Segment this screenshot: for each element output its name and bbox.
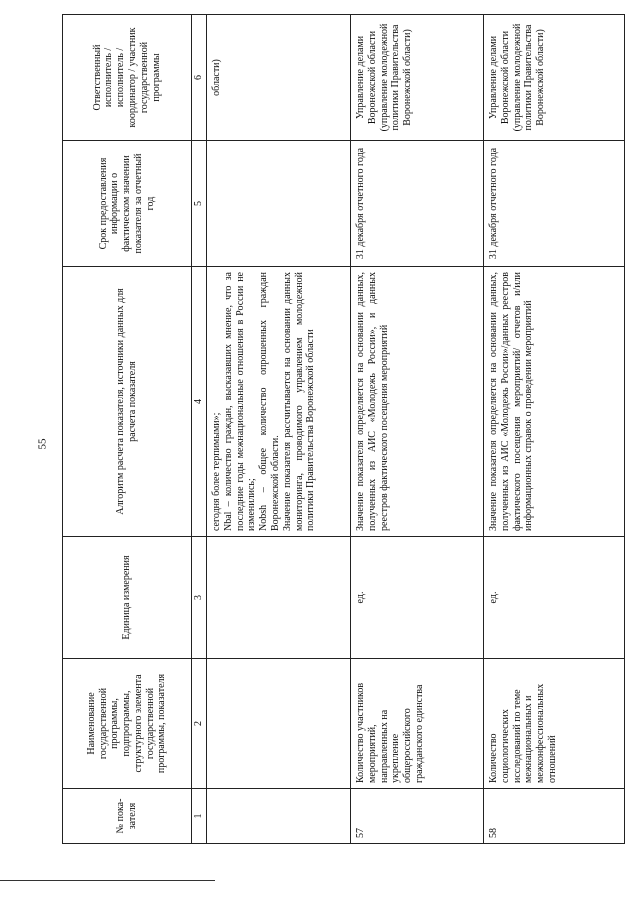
cell-name: Количество участников мероприятий, направленных на укрепление общероссийского гражданского единства xyxy=(351,659,484,789)
cell-deadline: 31 декабря отчетного года xyxy=(351,141,484,267)
header-deadline: Срок предоставления информации о фактическом значении показателя за отчетный год xyxy=(63,141,192,267)
cell-number: 58 xyxy=(484,789,625,844)
cell-responsible: Управление делами Воронежской области (управление молодежной политики Правительства Воронежской области) xyxy=(351,15,484,141)
cell-number xyxy=(207,789,351,844)
cell-name: Количество социологических исследований по теме межнациональных и межконфессиональных отношений xyxy=(484,659,625,789)
cell-deadline: 31 декабря отчетного года xyxy=(484,141,625,267)
algorithm-line: Значение показателя рассчитывается на основании данных мониторинга, проводимого управлением молодежной политики Правительства Воронежской области xyxy=(281,272,317,531)
algorithm-line: сегодня более терпимыми»; xyxy=(211,412,222,531)
header-unit: Единица измерения xyxy=(63,537,192,659)
cell-unit xyxy=(207,537,351,659)
table-row xyxy=(484,15,625,844)
header-algorithm: Алгоритм расчета показателя, источники данных для расчета показателя xyxy=(63,267,192,537)
cell-unit: ед. xyxy=(351,537,484,659)
header-number: № пока-зателя xyxy=(63,789,192,844)
column-number: 6 xyxy=(192,15,207,141)
cell-name xyxy=(207,659,351,789)
cell-algorithm: Значение показателя определяется на основании данных, полученных из АИС «Молодежь России»/данных реестров фактического посещения мероприятий/ отчетов и/или информационных справок о проведении мероприятий xyxy=(484,267,625,537)
cell-responsible: области) xyxy=(207,15,351,141)
column-number: 5 xyxy=(192,141,207,267)
column-number: 1 xyxy=(192,789,207,844)
table-row xyxy=(351,15,484,844)
table-container xyxy=(62,15,618,844)
cell-deadline xyxy=(207,141,351,267)
column-number: 4 xyxy=(192,267,207,537)
algorithm-line: Nobsh – общее количество опрошенных граждан Воронежской области. xyxy=(258,272,281,531)
table-header-row xyxy=(63,15,192,844)
column-number: 2 xyxy=(192,659,207,789)
column-number-row xyxy=(192,15,207,844)
table-row-continuation xyxy=(207,15,351,844)
page-number: 55 xyxy=(36,438,49,450)
cell-algorithm: Значение показателя определяется на основании данных, полученных из АИС «Молодежь России», и данных реестров фактического посещения мероприятий xyxy=(351,267,484,537)
algorithm-line: Nbal – количество граждан, высказавших мнение, что за последние годы межнациональные отношения в России не изменились; xyxy=(222,272,258,531)
cell-unit: ед. xyxy=(484,537,625,659)
column-number: 3 xyxy=(192,537,207,659)
footnote-divider xyxy=(0,880,215,881)
cell-responsible: Управление делами Воронежской области (управление молодежной политики Правительства Воронежской области) xyxy=(484,15,625,141)
cell-algorithm xyxy=(207,267,351,537)
cell-number: 57 xyxy=(351,789,484,844)
rotated-table-area xyxy=(62,15,618,844)
header-name: Наименование государственной программы, подпрограммы, структурного элемента государственной программы, показателя xyxy=(63,659,192,789)
header-responsible: Ответственный исполнитель / исполнитель / координатор / участник государственной программы xyxy=(63,15,192,141)
indicators-table xyxy=(62,14,625,844)
